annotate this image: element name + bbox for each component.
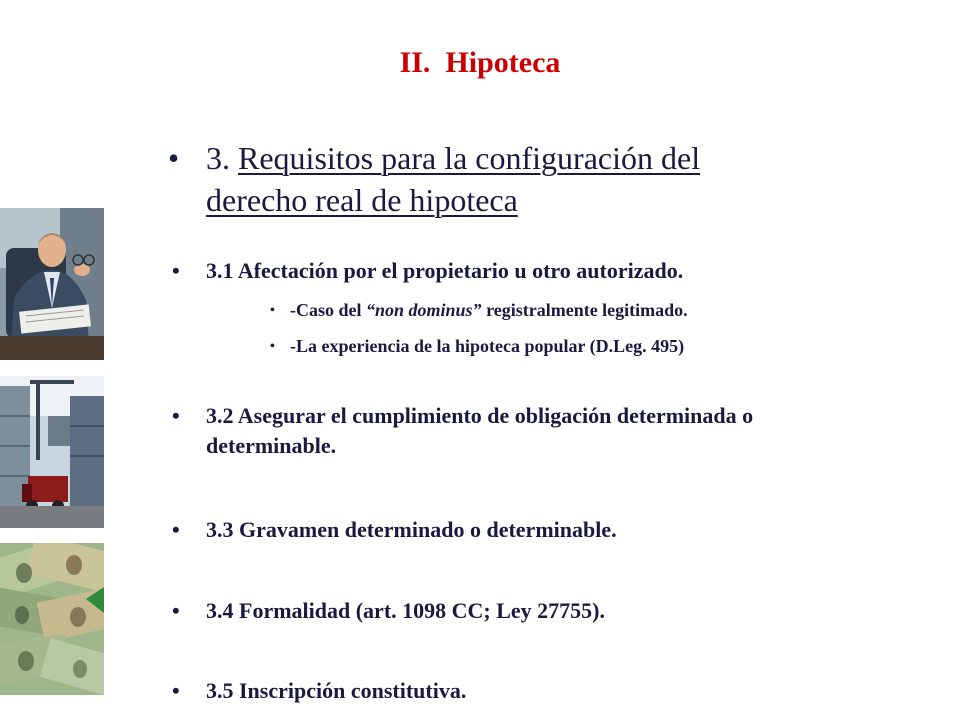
list-item-text: 3.4 Formalidad (art. 1098 CC; Ley 27755).	[206, 598, 606, 623]
bullet-dot: •	[270, 303, 275, 318]
slide-title: II. Hipoteca	[399, 46, 561, 79]
sub-item-post: registralmente legitimado.	[481, 300, 688, 320]
businessman-photo	[0, 208, 104, 360]
list-item-text: 3.3 Gravamen determinado o determinable.	[206, 517, 617, 542]
cargo-port-photo	[0, 376, 104, 528]
sub-item-italic: “non dominus”	[366, 300, 482, 320]
main-bullet-prefix: 3.	[206, 140, 238, 176]
list-item-line1: 3.2 Asegurar el cumplimiento de obligación determinada o	[206, 403, 754, 428]
list-item-line2: determinable.	[206, 433, 337, 458]
sub-item-pre: -Caso del	[290, 300, 366, 320]
bullet-dot: •	[172, 403, 180, 428]
main-bullet-heading-line2: derecho real de hipoteca	[206, 182, 518, 218]
list-item-text: 3.1 Afectación por el propietario u otro autorizado.	[206, 258, 684, 283]
bullet-dot: •	[168, 140, 180, 176]
list-item-text: 3.5 Inscripción constitutiva.	[206, 678, 467, 703]
bullet-dot: •	[270, 339, 275, 354]
list-item-text	[206, 401, 912, 461]
sub-list-item-text: -La experiencia de la hipoteca popular (D.Leg. 495)	[290, 336, 685, 356]
bullet-dot: •	[172, 517, 180, 542]
main-bullet-text	[206, 137, 856, 221]
bullet-dot: •	[172, 258, 180, 283]
main-bullet-heading-line1: Requisitos para la configuración del	[238, 140, 701, 176]
bullet-dot: •	[172, 598, 180, 623]
sub-list-item-text	[290, 298, 890, 322]
banknotes-photo	[0, 543, 104, 695]
bullet-dot: •	[172, 678, 180, 703]
